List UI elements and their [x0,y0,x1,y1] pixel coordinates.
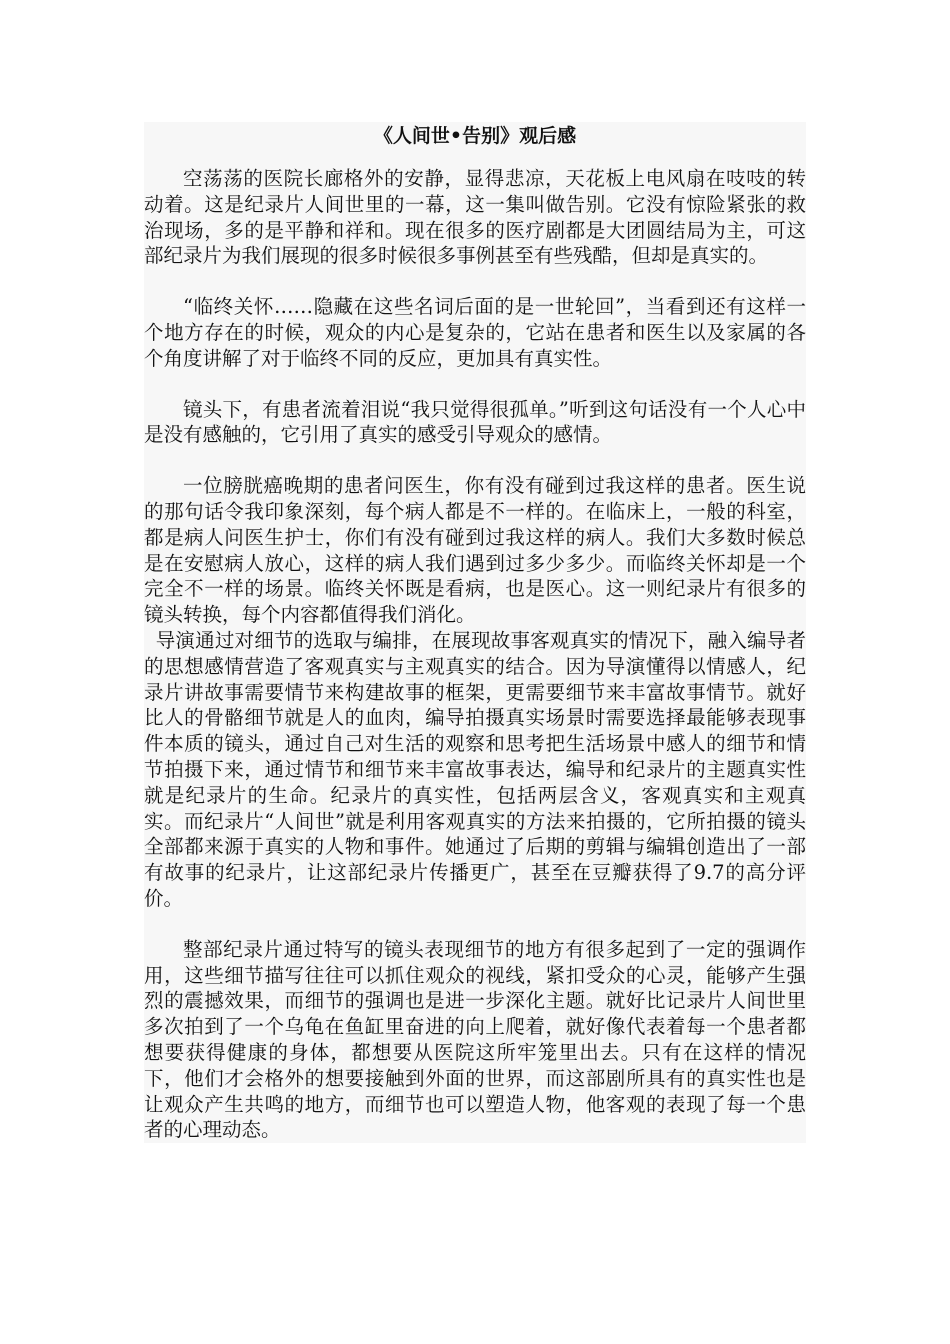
paragraph-6: 整部纪录片通过特写的镜头表现细节的地方有很多起到了一定的强调作用，这些细节描写往往可以抓住观众的视线，紧扣受众的心灵，能够产生强烈的震撼效果，而细节的强调也是进一步深化主题。就好比记录片人间世里多次拍到了一个乌龟在鱼缸里奋进的向上爬着，就好像代表着每一个患者都想要获得健康的身体，都想要从医院这所牢笼里出去。只有在这样的情况下，他们才会格外的想要接触到外面的世界，而这部剧所具有的真实性也是让观众产生共鸣的地方，而细节也可以塑造人物，他客观的表现了每一个患者的心理动态。 [144,937,806,1142]
paragraph-gap [144,372,806,397]
document-title: 《人间世•告别》观后感 [373,125,577,147]
paragraph-gap [144,912,806,937]
paragraph-5: 导演通过对细节的选取与编排，在展现故事客观真实的情况下，融入编导者的思想感情营造了客观真实与主观真实的结合。因为导演懂得以情感人，纪录片讲故事需要情节来构建故事的框架，更需要细节来丰富故事情节。就好比人的骨骼细节就是人的血肉，编导拍摄真实场景时需要选择最能够表现事件本质的镜头，通过自己对生活的观察和思考把生活场景中感人的细节和情节拍摄下来，通过情节和细节来丰富故事表达，编导和纪录片的主题真实性就是纪录片的生命。纪录片的真实性，包括两层含义，客观真实和主观真实。而纪录片“人间世”就是利用客观真实的方法来拍摄的，它所拍摄的镜头全部都来源于真实的人物和事件。她通过了后期的剪辑与编辑创造出了一部有故事的纪录片，让这部纪录片传播更广，甚至在豆瓣获得了9.7的高分评价。 [144,628,806,910]
document-body [144,122,806,1143]
paragraph-gap [144,448,806,473]
paragraph-gap [144,269,806,294]
paragraph-4: 一位膀胱癌晚期的患者问医生，你有没有碰到过我这样的患者。医生说的那句话令我印象深刻，每个病人都是不一样的。在临床上，一般的科室，都是病人问医生护士，你们有没有碰到过我这样的病人。我们大多数时候总是在安慰病人放心，这样的病人我们遇到过多少多少。而临终关怀却是一个完全不一样的场景。临终关怀既是看病，也是医心。这一则纪录片有很多的镜头转换，每个内容都值得我们消化。 [144,474,806,627]
paragraph-2: “临终关怀……隐藏在这些名词后面的是一世轮回”，当看到还有这样一个地方存在的时候，观众的内心是复杂的，它站在患者和医生以及家属的各个角度讲解了对于临终不同的反应，更加具有真实性。 [144,295,806,370]
paragraph-3: 镜头下，有患者流着泪说“我只觉得很孤单。”听到这句话没有一个人心中是没有感触的，它引用了真实的感受引导观众的感情。 [144,397,806,447]
paragraph-1: 空荡荡的医院长廊格外的安静，显得悲凉，天花板上电风扇在吱吱的转动着。这是纪录片人间世里的一幕，这一集叫做告别。它没有惊险紧张的救治现场，多的是平静和祥和。现在很多的医疗剧都是大团圆结局为主，可这部纪录片为我们展现的很多时候很多事例甚至有些残酷，但却是真实的。 [144,167,806,268]
